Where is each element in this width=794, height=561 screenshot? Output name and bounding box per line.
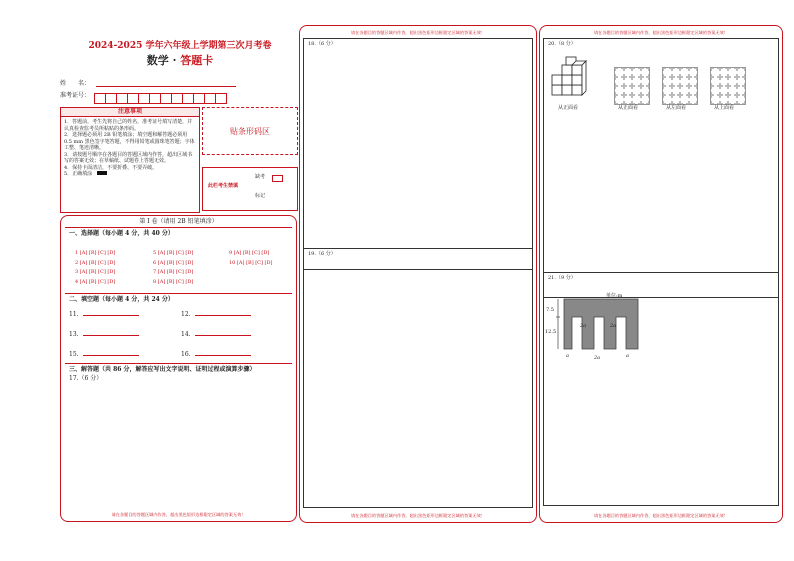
q20-label: 20.（8 分） [548,41,576,47]
q20-box[interactable] [543,38,779,298]
q21-dim-gap1: 2a [580,323,587,329]
name-label: 姓 名： [60,80,91,87]
q21-dim-a2: a [626,353,629,359]
front-view-grid[interactable] [614,67,650,105]
id-label: 准考证号： [60,92,91,99]
barcode-area [202,107,298,155]
boundary-notice-middle-bottom: 请在各题目的答题区域内作答，超出黑色矩形边框限定区域的答案无效！ [350,513,485,518]
view-label-3: 从左面看 [666,105,687,111]
view-label-4: 从上面看 [714,105,735,111]
filled-example-mark [97,171,107,175]
q18-box[interactable] [303,38,533,270]
q21-dim-left: 12.5 [545,329,557,335]
q21-label: 21.（9 分） [548,275,576,281]
q21-dim-bottom: 2a [594,355,601,361]
notice-heading: 注意事项 [61,108,199,117]
fill-12[interactable]: 12. [181,311,251,319]
q21-unit: 单位:m [606,293,623,299]
view-label-2: 从正面看 [618,105,639,111]
subtitle-card: 答题卡 [180,54,214,67]
q21-dim-top: 7.5 [546,307,554,313]
q19-label: 19.（6 分） [308,251,336,257]
barcode-label: 贴条形码区 [230,126,270,136]
boundary-notice-middle-top: 请在各题目的答题区域内作答，超出黑色矩形边框限定区域的答案无效！ [350,30,485,35]
absent-top-label: 缺考 [255,174,266,180]
fill-13[interactable]: 13. [69,331,139,339]
absent-checkbox[interactable] [272,175,283,182]
solve-heading: 三、解答题（共 86 分，解答应写出文字说明、证明过程或演算步骤） [69,366,256,373]
fill-11[interactable]: 11. [69,311,139,319]
answer-panel-right [539,25,783,523]
answer-panel-left [60,215,297,522]
q21-shape-figure [550,291,646,357]
mc-col-1[interactable]: 1 [A] [B] [C] [D] 2 [A] [B] [C] [D] 3 [A] [B] [C] [D] 4 [A] [B] [C] [D] [75,250,116,285]
cube-stack-figure [550,55,590,99]
absent-box [202,167,298,211]
q17-answer-area[interactable] [65,384,292,503]
top-view-grid[interactable] [710,67,746,105]
exam-subtitle [60,52,300,68]
notice-item-5: 5．正确填涂 [64,171,93,178]
boundary-notice-right-top: 请在各题目的答题区域内作答，超出黑色矩形边框限定区域的答案无效！ [593,30,728,35]
left-view-grid[interactable] [662,67,698,105]
boundary-notice-right-bottom: 请在各题目的答题区域内作答，超出黑色矩形边框限定区域的答案无效！ [593,513,728,518]
mc-heading: 一、选择题（每小题 4 分，共 40 分） [69,230,174,237]
q19-box[interactable] [303,248,533,508]
fill-14[interactable]: 14. [181,331,251,339]
volume-label: 第 Ⅰ 卷（请用 2B 铅笔填涂） [139,218,218,225]
exam-title: 2024-2025 学年六年级上学期第三次月考卷 [88,41,272,51]
boundary-notice-left: 请在各题目的答题区域内作答，超出黑色矩形边框限定区域的答案无效！ [111,512,246,517]
q18-label: 18.（6 分） [308,41,336,47]
notice-item-4: 4．保持卡面清洁，不要折叠、不要弄破。 [64,164,158,171]
q21-box[interactable] [543,272,779,506]
notice-item-1: 1．答题前，考生先将自己的姓名，准考证号填写清楚，并认真检查监考员所粘贴的条形码。 [64,119,193,132]
mc-col-3[interactable]: 9 [A] [B] [C] [D] 10 [A] [B] [C] [D] [229,250,273,266]
fill-15[interactable]: 15. [69,351,139,359]
q21-dim-gap2: 2a [610,323,617,329]
answer-panel-middle [299,25,537,523]
absent-left-label: 此栏考生禁填 [208,183,239,189]
fill-heading: 二、填空题（每小题 4 分，共 24 分） [69,296,174,303]
fill-16[interactable]: 16. [181,351,251,359]
notice-item-3: 3．请按题号顺序在各题目的答题区域内作答，超出区域书写的答案无效；在草稿纸、试题卷上答题无效。 [64,151,193,165]
notice-box [60,107,200,213]
view-label-1: 从正面看 [558,105,579,111]
subtitle-subject: 数学 · [146,54,177,67]
notice-item-2: 2．选择题必须用 2B 铅笔填涂；填空题和解答题必须用 0.5 mm 黑色签字笔答题，不得用铅笔或圆珠笔答题；字体工整、笔迹清晰。 [64,132,195,152]
id-boxes[interactable] [94,89,226,108]
mc-col-2[interactable]: 5 [A] [B] [C] [D] 6 [A] [B] [C] [D] 7 [A] [B] [C] [D] 8 [A] [B] [C] [D] [153,250,194,285]
q21-dim-a1: a [566,353,569,359]
q17-label: 17.（6 分） [69,375,103,382]
name-field[interactable] [96,86,236,87]
absent-bottom-label: 标记 [255,193,266,199]
